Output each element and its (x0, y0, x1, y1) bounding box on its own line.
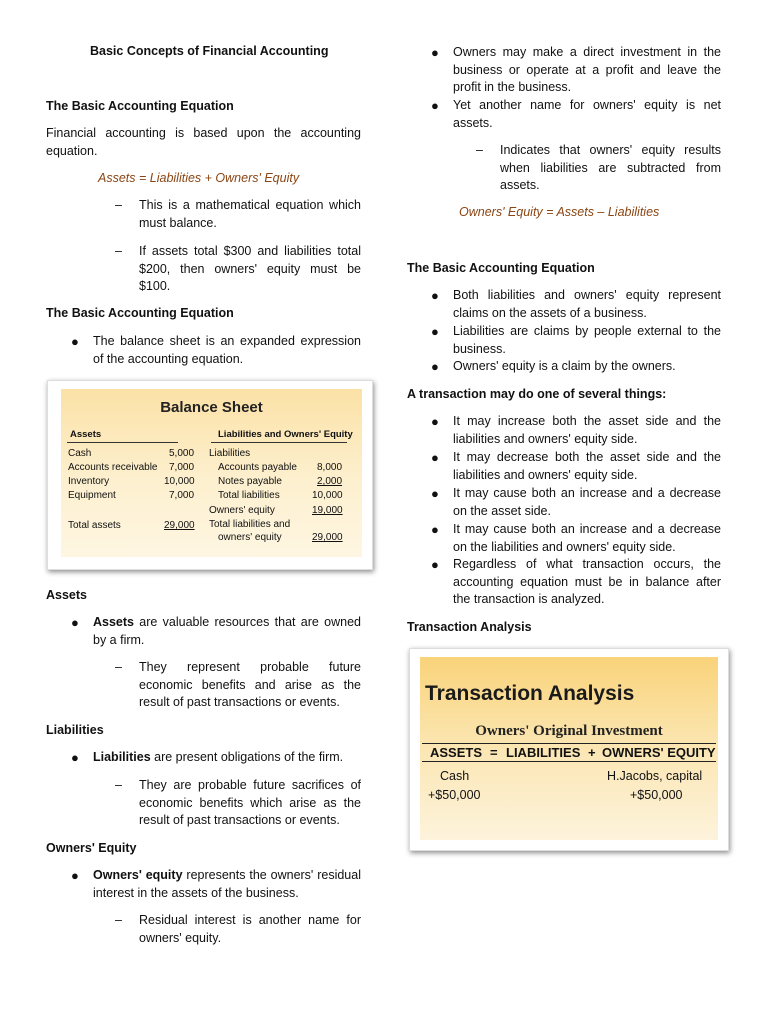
heading-basic-equation-2: The Basic Accounting Equation (46, 306, 234, 320)
dash-item (115, 912, 361, 947)
dash-item (115, 243, 361, 296)
bullet-item (431, 556, 721, 609)
bs-asset-value: 5,000 (169, 448, 195, 459)
bullet-text: are present obligations of the firm. (150, 750, 344, 764)
bullet-marker: ● (431, 359, 439, 374)
ta-capital-value: +$50,000 (630, 788, 683, 802)
heading-basic-equation: The Basic Accounting Equation (46, 99, 234, 113)
dash-item (115, 777, 361, 830)
bullet-text: are valuable resources that are owned by a firm. (93, 615, 361, 647)
bullet-text: It may increase both the asset side and the liabilities and owners' equity side. (453, 414, 721, 446)
term-assets: Assets (93, 615, 134, 629)
bullet-marker: ● (431, 324, 439, 339)
owners-equity-equation: Owners' Equity = Assets – Liabilities (459, 205, 660, 219)
dash-text: This is a mathematical equation which must balance. (139, 198, 361, 230)
bullet-marker: ● (71, 750, 79, 765)
bullet-marker: ● (71, 868, 79, 883)
dash-marker: – (115, 778, 122, 792)
balance-sheet-title: Balance Sheet (160, 399, 263, 416)
bullet-item (431, 287, 721, 322)
bs-total-assets-value: 29,000 (164, 520, 195, 531)
transaction-analysis-title: Transaction Analysis (425, 682, 635, 705)
transaction-analysis-subtitle: Owners' Original Investment (475, 723, 663, 739)
liabilities-equity-header: Liabilities and Owners' Equity (218, 429, 353, 440)
ta-plus-sign: + (588, 745, 596, 760)
bullet-item (431, 449, 721, 484)
bullet-marker: ● (431, 450, 439, 465)
term-owners-equity: Owners' equity (93, 868, 183, 882)
ta-capital-label: H.Jacobs, capital (607, 769, 703, 783)
bullet-text: It may decrease both the asset side and the liabilities and owners' equity side. (453, 450, 721, 482)
heading-transaction-analysis: Transaction Analysis (407, 620, 532, 634)
ta-cash-label: Cash (440, 769, 470, 783)
dash-text: If assets total $300 and liabilities total $200, then owners' equity must be $100. (139, 244, 361, 293)
bs-asset-label: Inventory (68, 476, 110, 487)
bullet-item (431, 44, 721, 97)
bs-liability-label: Total liabilities (218, 490, 280, 501)
dash-item (115, 659, 361, 712)
bullet-item (431, 413, 721, 448)
bs-liability-value: 10,000 (312, 490, 343, 501)
dash-text: Indicates that owners' equity results when liabilities are subtracted from assets. (500, 143, 721, 192)
bs-total-le-label: owners' equity (218, 532, 282, 543)
dash-marker: – (115, 244, 122, 258)
heading-basic-equation-3: The Basic Accounting Equation (407, 261, 595, 275)
bullet-item (431, 521, 721, 556)
bullet-text: represents the owners' residual interest in the assets of the business. (93, 868, 361, 900)
bs-liability-label: Accounts payable (218, 462, 297, 473)
dash-marker: – (115, 660, 122, 674)
bs-asset-value: 7,000 (169, 462, 195, 473)
bullet-marker: ● (431, 98, 439, 113)
bullet-marker: ● (431, 288, 439, 303)
bs-asset-label: Cash (68, 448, 92, 459)
header-rule (422, 761, 716, 762)
dash-text: Residual interest is another name for owners' equity. (139, 913, 361, 945)
bullet-item (71, 749, 361, 767)
heading-owners-equity: Owners' Equity (46, 841, 137, 855)
bullet-marker: ● (431, 486, 439, 501)
transaction-analysis-panel (420, 657, 718, 840)
accounting-equation: Assets = Liabilities + Owners' Equity (98, 171, 300, 185)
bs-liability-value: 8,000 (317, 462, 343, 473)
bullet-marker: ● (431, 414, 439, 429)
bs-total-assets-label: Total assets (68, 520, 121, 531)
bullet-item (71, 614, 361, 649)
bullet-text: Yet another name for owners' equity is net assets. (453, 98, 721, 130)
bullet-marker: ● (71, 615, 79, 630)
bs-asset-value: 7,000 (169, 490, 195, 501)
dash-item (476, 142, 721, 195)
bullet-item (71, 333, 361, 368)
bullet-text: Owners' equity is a claim by the owners. (453, 359, 676, 373)
bullet-marker: ● (431, 557, 439, 572)
dash-marker: – (115, 198, 122, 212)
bullet-marker: ● (431, 45, 439, 60)
dash-marker: – (115, 913, 122, 927)
bs-total-le-label: Total liabilities and (209, 519, 291, 530)
header-rule (211, 442, 347, 443)
dash-marker: – (476, 143, 483, 157)
balance-sheet-panel (61, 389, 362, 557)
dash-item (115, 197, 361, 232)
bs-total-le-value: 29,000 (312, 532, 343, 543)
intro-paragraph: Financial accounting is based upon the accounting equation. (46, 126, 361, 158)
bs-asset-value: 10,000 (164, 476, 195, 487)
transaction-analysis-figure (409, 648, 729, 851)
balance-sheet-figure (47, 380, 373, 570)
ta-cash-value: +$50,000 (428, 788, 481, 802)
bullet-item (431, 323, 721, 358)
bs-liabilities-label: Liabilities (209, 448, 251, 459)
dash-text: They are probable future sacrifices of economic benefits which arise as the result of past transactions or events. (139, 778, 361, 827)
bullet-text: Liabilities are claims by people external to the business. (453, 324, 721, 356)
bullet-text: Owners may make a direct investment in the business or operate at a profit and leave the profit in the business. (453, 45, 721, 94)
bs-liability-value: 2,000 (317, 476, 343, 487)
bullet-marker: ● (71, 334, 79, 349)
heading-liabilities: Liabilities (46, 723, 104, 737)
bs-owners-equity-value: 19,000 (312, 505, 343, 516)
ta-liabilities-header: LIABILITIES (506, 745, 581, 760)
bullet-item (431, 485, 721, 520)
dash-text: They represent probable future economic benefits and arise as the result of past transactions or events. (139, 660, 361, 709)
bullet-item (71, 867, 361, 902)
bs-asset-label: Equipment (68, 490, 116, 501)
bs-liability-label: Notes payable (218, 476, 282, 487)
bullet-text: It may cause both an increase and a decrease on the asset side. (453, 486, 721, 518)
assets-header: Assets (70, 429, 102, 440)
bullet-text: Both liabilities and owners' equity represent claims on the assets of a business. (453, 288, 721, 320)
ta-equals-sign: = (490, 745, 498, 760)
bullet-item (431, 358, 721, 376)
header-rule (422, 743, 716, 744)
bullet-text: The balance sheet is an expanded expression of the accounting equation. (93, 334, 361, 366)
header-rule (67, 442, 178, 443)
heading-transaction-effects: A transaction may do one of several things: (407, 387, 667, 401)
bullet-text: It may cause both an increase and a decrease on the liabilities and owners' equity side. (453, 522, 721, 554)
ta-owners-equity-header: OWNERS' EQUITY (602, 745, 716, 760)
document-title: Basic Concepts of Financial Accounting (90, 44, 329, 58)
bullet-text: Regardless of what transaction occurs, the accounting equation must be in balance after the transaction is analyzed. (453, 557, 721, 606)
bullet-item (431, 97, 721, 132)
bs-asset-label: Accounts receivable (68, 462, 158, 473)
bs-owners-equity-label: Owners' equity (209, 505, 275, 516)
bullet-marker: ● (431, 522, 439, 537)
term-liabilities: Liabilities (93, 750, 151, 764)
heading-assets: Assets (46, 588, 87, 602)
ta-assets-header: ASSETS (430, 745, 483, 760)
